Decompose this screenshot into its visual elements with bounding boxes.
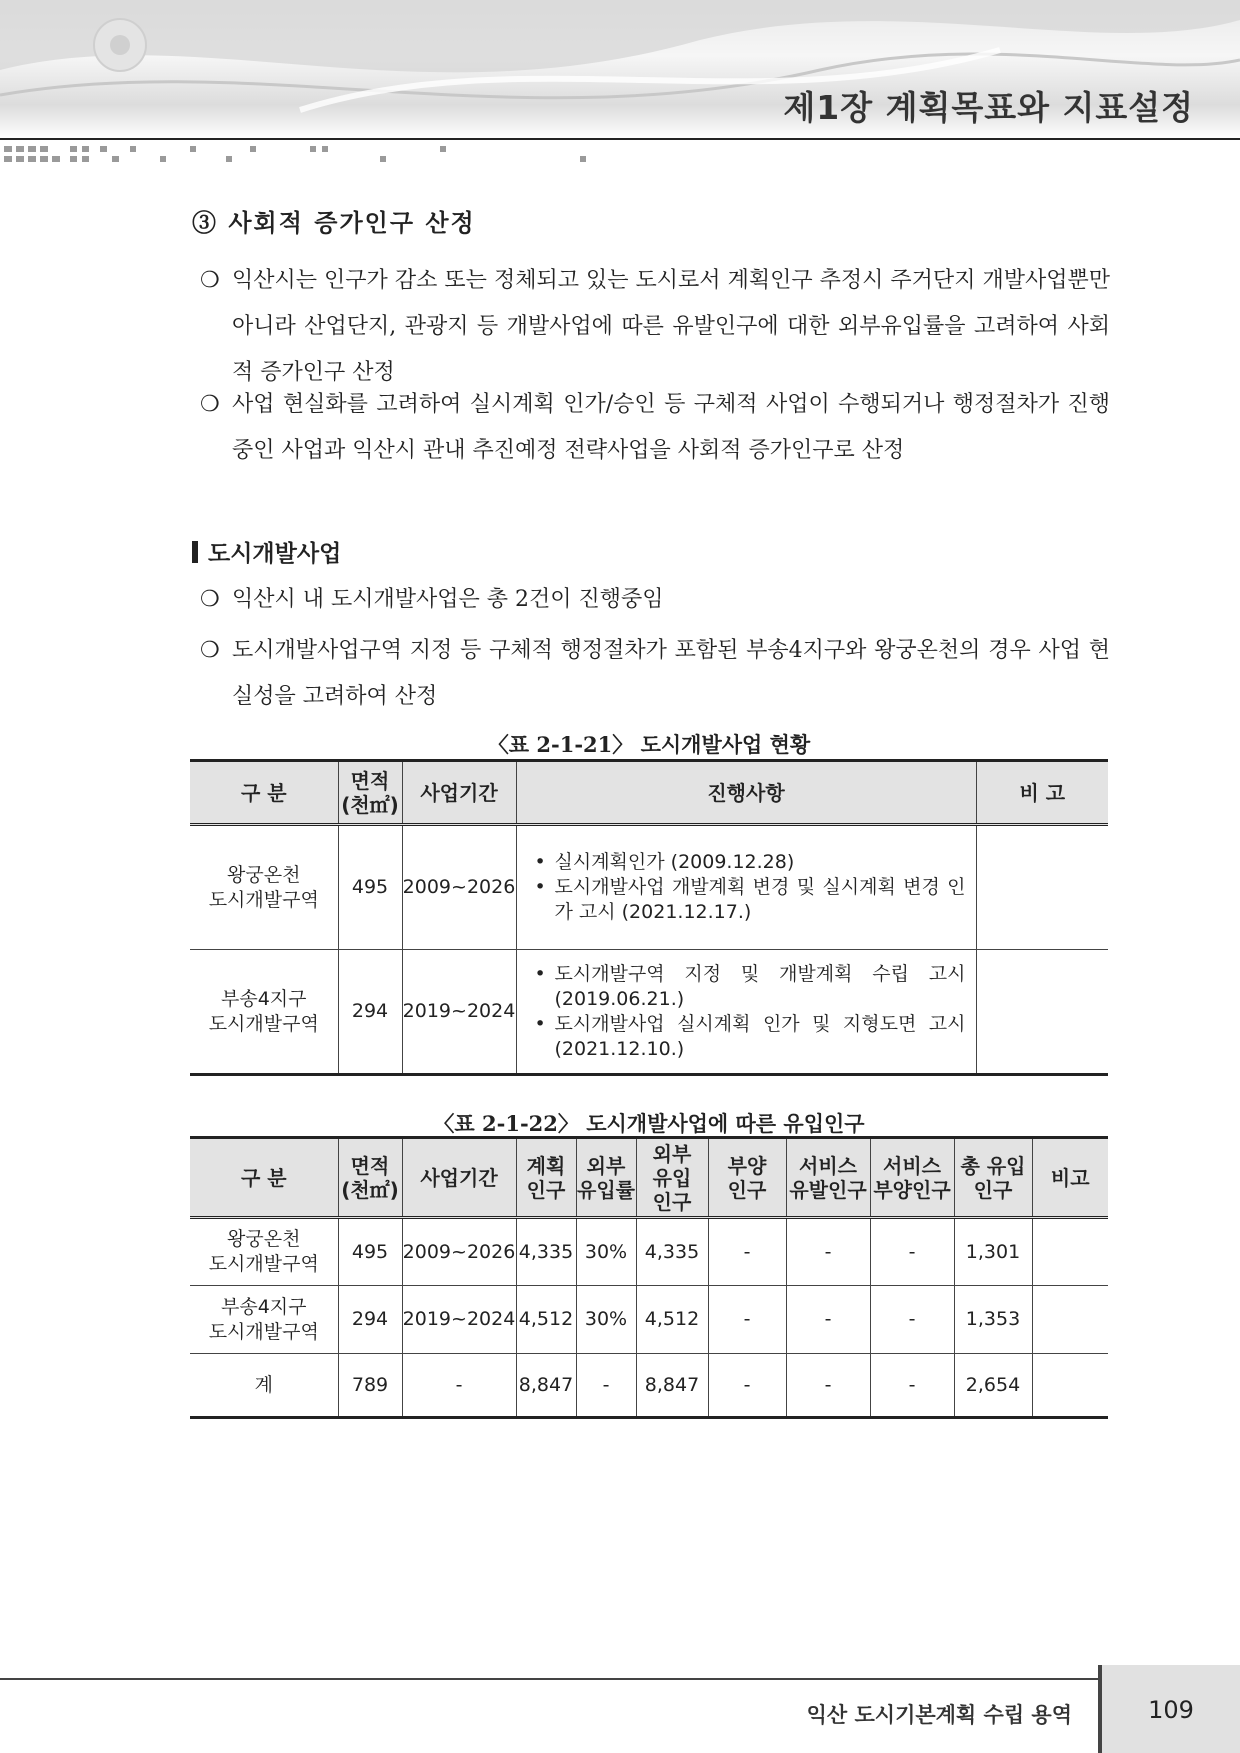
row-svcdep: - — [870, 1218, 954, 1286]
circle-bullet-icon: ❍ — [200, 392, 220, 417]
row-plan: 4,335 — [516, 1218, 576, 1286]
row-svc: - — [786, 1218, 870, 1286]
row-area: 495 — [338, 825, 402, 950]
row-rate: 30% — [576, 1218, 636, 1286]
bullet-text: 도시개발사업구역 지정 등 구체적 행정절차가 포함된 부송4지구와 왕궁온천의 경우 사업 현실성을 고려하여 산정 — [232, 638, 1110, 709]
header-note: 비고 — [1032, 1138, 1108, 1218]
row-plan: 8,847 — [516, 1354, 576, 1418]
row-note — [976, 950, 1108, 1075]
table1-caption: 〈표 2-1-21〉 도시개발사업 현황 — [487, 732, 811, 757]
header-progress: 진행사항 — [516, 761, 976, 825]
header-dot-pattern — [0, 143, 600, 167]
table-header-row — [190, 761, 1108, 825]
row-name: 부송4지구 도시개발구역 — [190, 1286, 338, 1354]
row-name: 부송4지구 도시개발구역 — [190, 950, 338, 1075]
section-bullet-1 — [200, 258, 1110, 396]
header-area: 면적 (천㎡) — [338, 1138, 402, 1218]
row-note — [1032, 1218, 1108, 1286]
row-area: 294 — [338, 1286, 402, 1354]
heading-bar-icon — [192, 541, 198, 563]
bullet-text: 익산시는 인구가 감소 또는 정체되고 있는 도시로서 계획인구 추정시 주거단지 개발사업뿐만 아니라 산업단지, 관광지 등 개발사업에 따른 유발인구에 대한 외부유입률을 고려하여 사회적 증가인구 산정 — [232, 268, 1110, 385]
row-area: 495 — [338, 1218, 402, 1286]
progress-item: • 도시개발사업 개발계획 변경 및 실시계획 변경 인가 고시 (2021.12.17.) — [533, 875, 966, 925]
circle-bullet-icon: ❍ — [200, 587, 220, 612]
row-total: 1,301 — [954, 1218, 1032, 1286]
table-header-row — [190, 1138, 1108, 1218]
header-gubun: 구 분 — [190, 761, 338, 825]
row-area: 789 — [338, 1354, 402, 1418]
section-bullet-2 — [200, 382, 1110, 474]
header-rule — [0, 138, 1240, 140]
bullet-text: 사업 현실화를 고려하여 실시계획 인가/승인 등 구체적 사업이 수행되거나 행정절차가 진행 중인 사업과 익산시 관내 추진예정 전략사업을 사회적 증가인구로 산정 — [232, 392, 1110, 463]
row-period: 2019~2024 — [402, 1286, 516, 1354]
header-ext-rate: 외부 유입률 — [576, 1138, 636, 1218]
circle-bullet-icon: ❍ — [200, 638, 220, 663]
header-gubun: 구 분 — [190, 1138, 338, 1218]
bullet-text: 익산시 내 도시개발사업은 총 2건이 진행중임 — [232, 587, 664, 612]
chapter-title: 제1장 계획목표와 지표설정 — [783, 88, 1194, 127]
table-row — [190, 950, 1108, 1075]
header-note: 비 고 — [976, 761, 1108, 825]
table-row — [190, 1286, 1108, 1354]
header-total-inflow: 총 유입 인구 — [954, 1138, 1032, 1218]
row-note — [976, 825, 1108, 950]
table-total-row — [190, 1354, 1108, 1418]
row-period: 2009~2026 — [402, 825, 516, 950]
row-svc: - — [786, 1286, 870, 1354]
progress-item: • 도시개발사업 실시계획 인가 및 지형도면 고시 (2021.12.10.) — [533, 1012, 966, 1062]
subsection-heading — [192, 535, 341, 568]
subsection-bullet-1 — [200, 577, 1110, 623]
header-inflow-pop: 외부 유입 인구 — [636, 1138, 708, 1218]
row-inflow: 4,335 — [636, 1218, 708, 1286]
row-name: 왕궁온천 도시개발구역 — [190, 825, 338, 950]
header-dependent-pop: 부양 인구 — [708, 1138, 786, 1218]
row-inflow: 8,847 — [636, 1354, 708, 1418]
header-area: 면적 (천㎡) — [338, 761, 402, 825]
row-progress — [516, 825, 976, 950]
row-total: 1,353 — [954, 1286, 1032, 1354]
footer-rule — [0, 1678, 1100, 1680]
table-inflow-population — [190, 1136, 1108, 1419]
section-heading: ③ 사회적 증가인구 산정 — [192, 208, 476, 237]
row-dep: - — [708, 1218, 786, 1286]
table2-caption: 〈표 2-1-22〉 도시개발사업에 따른 유입인구 — [433, 1111, 865, 1136]
table-row — [190, 825, 1108, 950]
row-progress — [516, 950, 976, 1075]
row-total: 2,654 — [954, 1354, 1032, 1418]
header-service-pop: 서비스 유발인구 — [786, 1138, 870, 1218]
row-note — [1032, 1286, 1108, 1354]
row-name: 왕궁온천 도시개발구역 — [190, 1218, 338, 1286]
subsection-bullet-2 — [200, 628, 1110, 720]
row-dep: - — [708, 1354, 786, 1418]
row-name: 계 — [190, 1354, 338, 1418]
row-svc: - — [786, 1354, 870, 1418]
header-plan-pop: 계획 인구 — [516, 1138, 576, 1218]
row-period: 2019~2024 — [402, 950, 516, 1075]
row-area: 294 — [338, 950, 402, 1075]
header-service-dependent-pop: 서비스 부양인구 — [870, 1138, 954, 1218]
row-period: - — [402, 1354, 516, 1418]
row-note — [1032, 1354, 1108, 1418]
subsection-heading-text: 도시개발사업 — [208, 541, 342, 567]
row-plan: 4,512 — [516, 1286, 576, 1354]
page-number: 109 — [1148, 1696, 1194, 1724]
table-urban-development-status — [190, 759, 1108, 1076]
circle-bullet-icon: ❍ — [200, 268, 220, 293]
footer-title: 익산 도시기본계획 수립 용역 — [806, 1703, 1072, 1727]
row-svcdep: - — [870, 1286, 954, 1354]
progress-item: • 실시계획인가 (2009.12.28) — [533, 850, 966, 875]
row-svcdep: - — [870, 1354, 954, 1418]
header-period: 사업기간 — [402, 761, 516, 825]
row-dep: - — [708, 1286, 786, 1354]
row-period: 2009~2026 — [402, 1218, 516, 1286]
row-rate: 30% — [576, 1286, 636, 1354]
header-period: 사업기간 — [402, 1138, 516, 1218]
table-row — [190, 1218, 1108, 1286]
row-rate: - — [576, 1354, 636, 1418]
progress-item: • 도시개발구역 지정 및 개발계획 수립 고시 (2019.06.21.) — [533, 962, 966, 1012]
row-inflow: 4,512 — [636, 1286, 708, 1354]
